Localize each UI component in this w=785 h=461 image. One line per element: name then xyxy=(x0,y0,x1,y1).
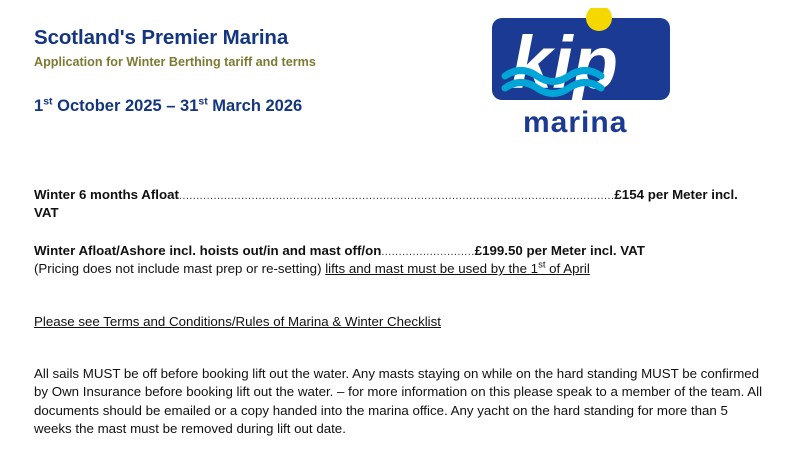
pricing-note-underlined xyxy=(325,261,590,276)
leader-dots-2: ........................... xyxy=(381,246,475,258)
pricing-note-underlined-post: of April xyxy=(545,261,590,276)
body-paragraph: All sails MUST be off before booking lift out the water. Any masts staying on while on the hard standing MUST be confirmed by Own Insurance before booking lift out the water. – for more information on this please speak to a member of the team. All documents should be emailed or a copy handed into the marina office. Any yacht on the hard standing for more than 5 weeks the mast must be removed during lift out date. xyxy=(34,366,763,437)
pricing-label-afloat: Winter 6 months Afloat xyxy=(34,187,179,202)
pricing-label-afloat-ashore: Winter Afloat/Ashore xyxy=(34,243,166,258)
leader-dots-1: .............................................................................................................................. xyxy=(178,190,615,202)
kip-marina-logo xyxy=(487,8,687,138)
logo-subword: marina xyxy=(523,106,628,138)
pricing-label-afloat-ashore-rest: incl. hoists out/in and mast off/on xyxy=(165,243,382,258)
date-range-middle: October 2025 – 31 xyxy=(52,96,199,115)
pricing-price-afloat: £154 xyxy=(614,187,644,202)
terms-and-conditions-link[interactable] xyxy=(34,313,754,331)
document-header xyxy=(34,26,504,116)
pricing-price-suffix-afloat: per Meter incl. VAT xyxy=(34,187,738,220)
pricing-note xyxy=(34,260,754,278)
pricing-row-afloat xyxy=(34,186,754,222)
date-range-sup-1: st xyxy=(43,95,53,108)
pricing-note-sup: st xyxy=(538,259,546,271)
pricing-row-afloat-ashore xyxy=(34,242,754,260)
terms-link-text[interactable]: Please see Terms and Conditions/Rules of Marina & Winter Checklist xyxy=(34,314,441,329)
logo-wordmark: kip xyxy=(511,21,618,104)
pricing-price-suffix-afloat-ashore: per Meter incl. VAT xyxy=(522,243,645,258)
page-title: Scotland's Premier Marina xyxy=(34,26,289,49)
body-paragraph-block xyxy=(34,365,769,438)
page-subtitle: Application for Winter Berthing tariff and terms xyxy=(34,54,316,69)
date-range-start: 1 xyxy=(34,96,44,115)
date-range-sup-2: st xyxy=(198,95,208,108)
logo-graphic xyxy=(487,8,687,138)
date-range-end: March 2026 xyxy=(207,96,303,115)
pricing-price-afloat-ashore: £199.50 xyxy=(474,243,523,258)
pricing-note-plain: (Pricing does not include mast prep or re-setting) xyxy=(34,261,326,276)
pricing-note-underlined-pre: lifts and mast must be used by the 1 xyxy=(325,261,539,276)
date-range xyxy=(34,97,504,117)
